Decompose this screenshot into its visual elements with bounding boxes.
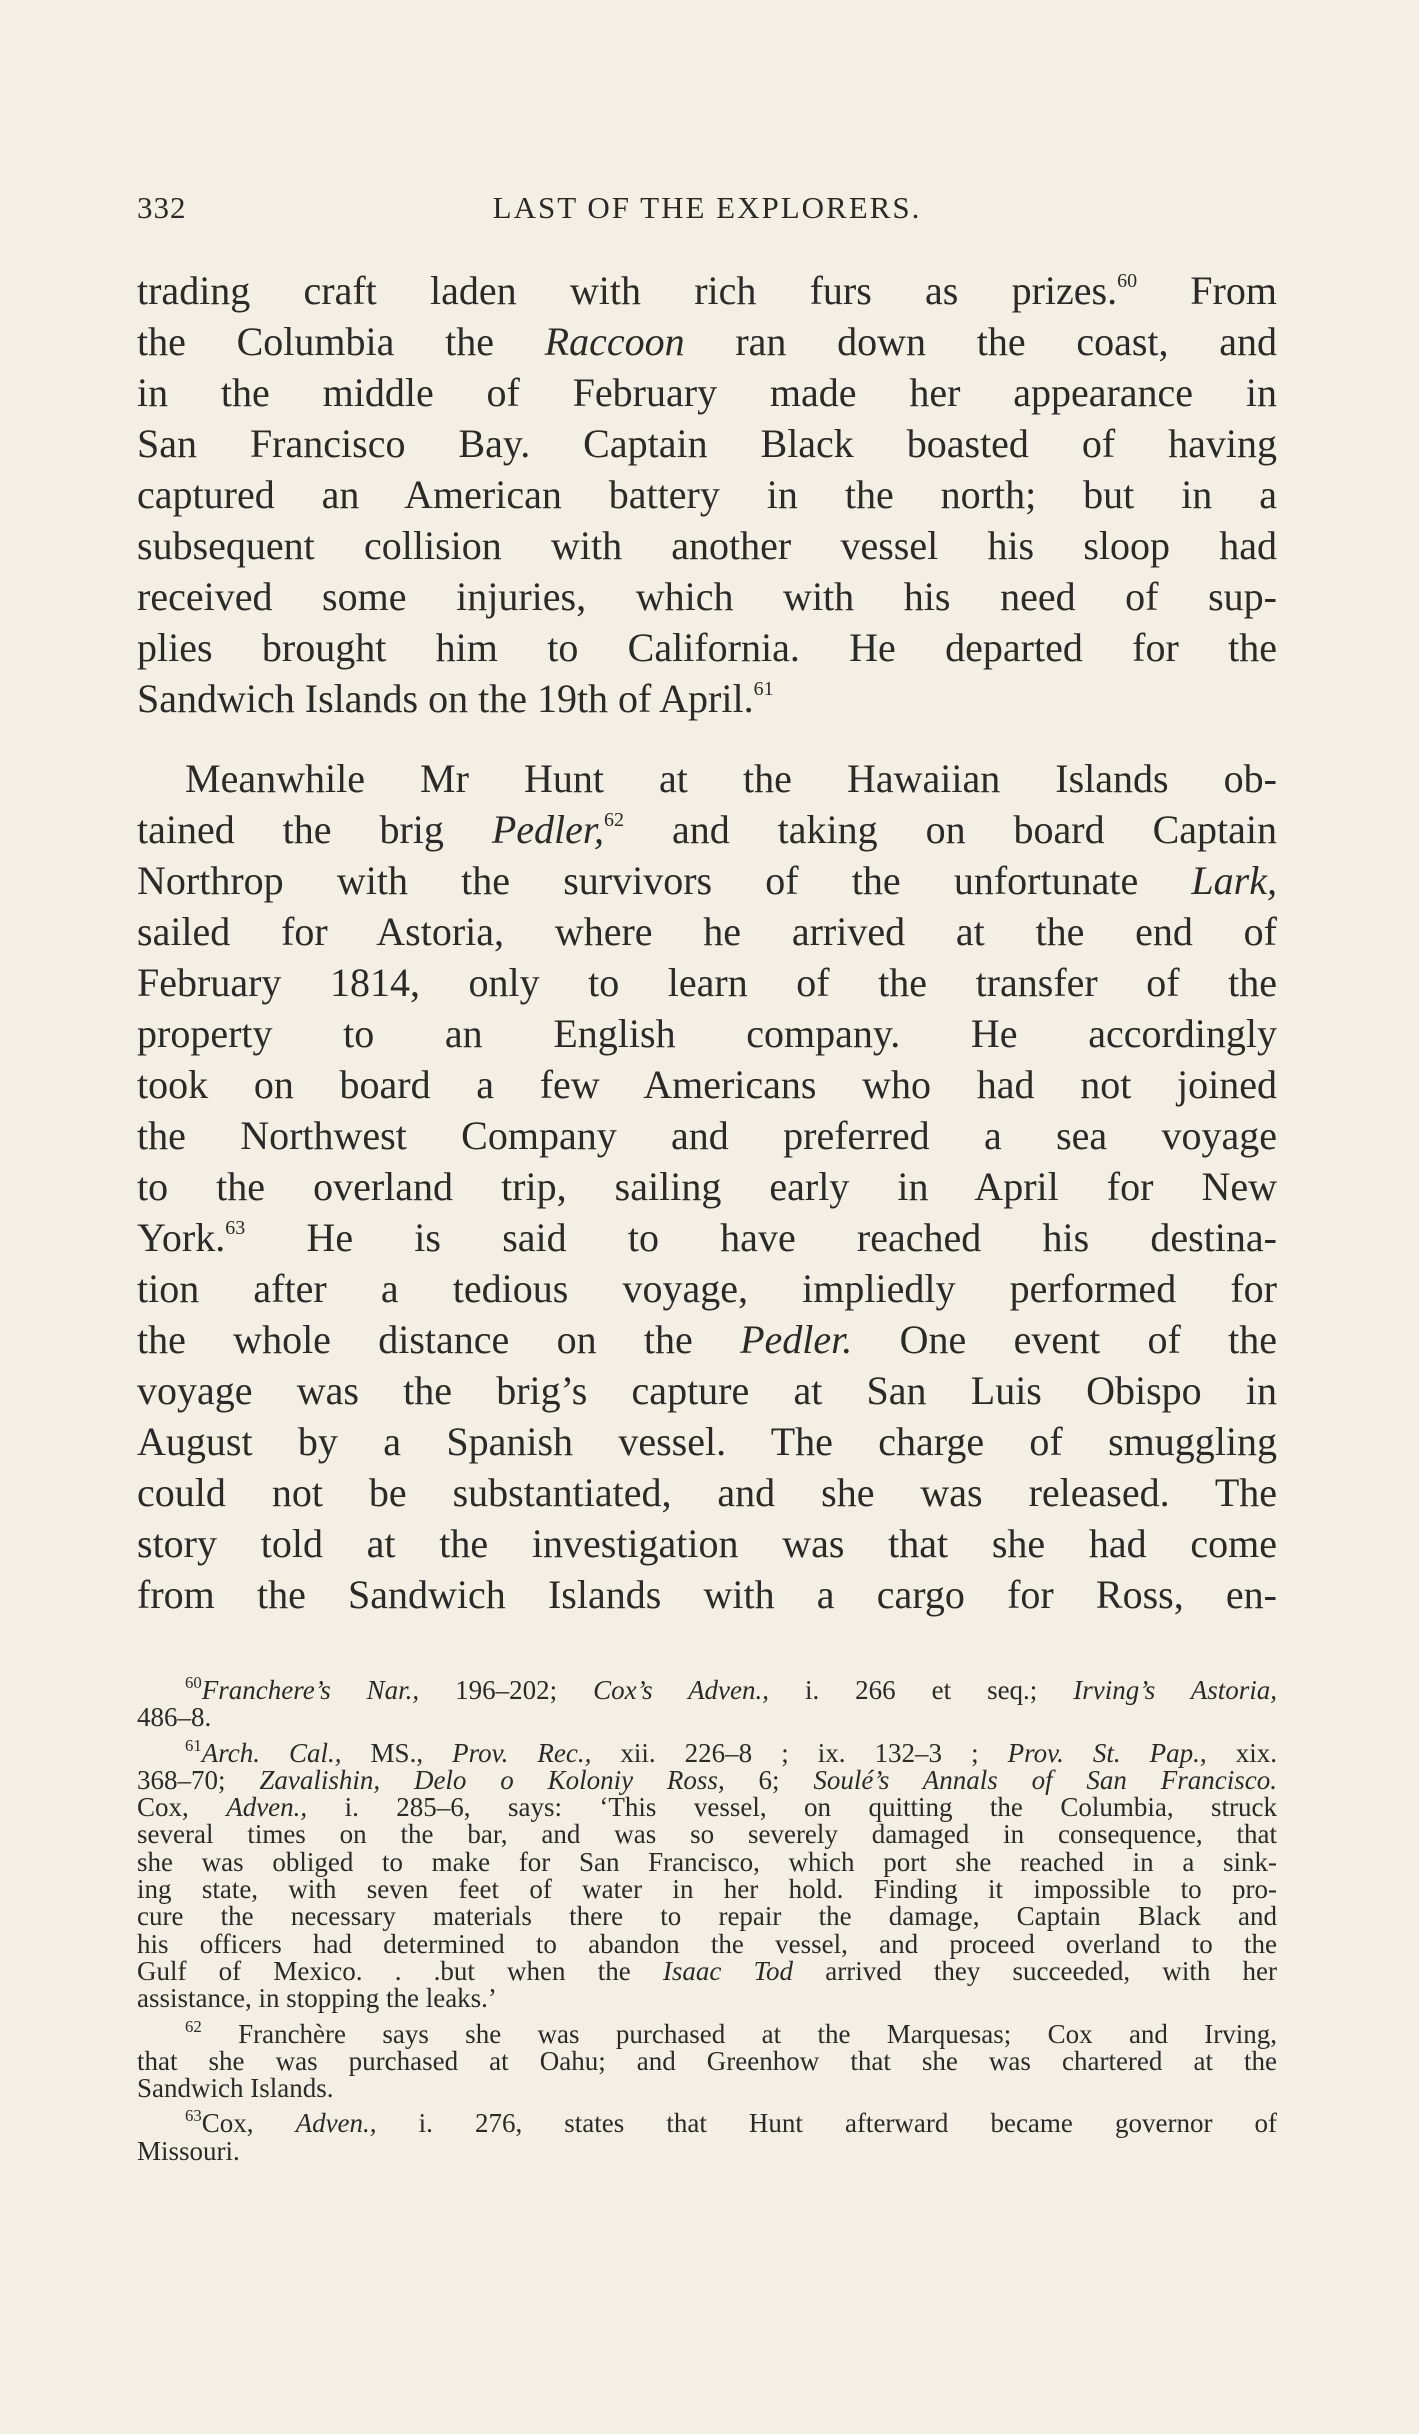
footnote-line: Cox, Adven., i. 285–6, says: ‘This vessel, on quitting the Columbia, struck [137, 1792, 1277, 1823]
footnote-ref-62: 62 [604, 809, 625, 831]
text-line: tained the brig Pedler,$^{62}$ and taking on board Captain [137, 807, 1277, 852]
text-line: from the Sandwich Islands with a cargo for Ross, en- [137, 1572, 1277, 1617]
footnote-line: 368–70; Zavalishin, Delo o Koloniy Ross, 6; Soulé’s Annals of San Francisco. [137, 1764, 1277, 1795]
body-text [137, 265, 1277, 1620]
text-line: story told at the investigation was that she had come [137, 1521, 1277, 1566]
footnote-ref-63: 63 [225, 1217, 246, 1239]
text-line: voyage was the brig’s capture at San Luis Obispo in [137, 1368, 1277, 1413]
text-line: August by a Spanish vessel. The charge of smuggling [137, 1419, 1277, 1464]
footnote-line: several times on the bar, and was so severely damaged in consequence, that [137, 1819, 1277, 1850]
footnote-line: cure the necessary materials there to repair the damage, Captain Black and [137, 1901, 1277, 1932]
footnote-ref-60: 60 [1117, 270, 1138, 292]
ship-name: Raccoon [544, 319, 685, 364]
footnote-63 [137, 2106, 1278, 2166]
text-line: trading craft laden with rich furs as prizes.$^{60}$ From [137, 268, 1277, 313]
footnote-line: assistance, in stopping the leaks.’ [137, 1983, 497, 2014]
footnote-line: $^{63}$Cox, Adven., i. 276, states that Hunt afterward became governor of [185, 2106, 1278, 2139]
text-line: the Columbia the Raccoon ran down the coast, and [137, 319, 1277, 364]
text-line: Meanwhile Mr Hunt at the Hawaiian Islands ob- [185, 756, 1277, 801]
text-line: the whole distance on the Pedler. One event of the [137, 1317, 1277, 1362]
text-line: to the overland trip, sailing early in April for New [137, 1164, 1277, 1209]
text-line: York.$^{63}$ He is said to have reached his destina- [137, 1215, 1277, 1260]
footnote-line: she was obliged to make for San Francisco, which port she reached in a sink- [137, 1846, 1277, 1877]
footnote-line: $^{60}$Franchere’s Nar., 196–202; Cox’s Adven., i. 266 et seq.; Irving’s Astoria, [185, 1673, 1277, 1705]
text-line: San Francisco Bay. Captain Black boasted of having [137, 421, 1277, 466]
ship-name: Pedler. [740, 1317, 853, 1362]
footnote-line: Missouri. [137, 2135, 240, 2166]
text-line: captured an American battery in the north; but in a [137, 472, 1277, 517]
text-line: sailed for Astoria, where he arrived at the end of [137, 909, 1277, 954]
footnote-line: ing state, with seven feet of water in her hold. Finding it impossible to pro- [137, 1874, 1277, 1905]
footnote-line: that she was purchased at Oahu; and Greenhow that she was chartered at the [137, 2045, 1277, 2076]
footnote-line: $^{61}$Arch. Cal., MS., Prov. Rec., xii. 226–8 ; ix. 132–3 ; Prov. St. Pap., xix. [185, 1735, 1277, 1768]
footnote-line: his officers had determined to abandon the vessel, and proceed overland to the [137, 1928, 1277, 1959]
text-line: in the middle of February made her appearance in [137, 370, 1277, 415]
footnote-62 [137, 2016, 1277, 2104]
text-line: plies brought him to California. He departed for the [137, 625, 1277, 670]
text-line: the Northwest Company and preferred a sea voyage [137, 1113, 1277, 1158]
footnote-number: 63 [185, 2106, 202, 2126]
footnote-number: 61 [185, 1735, 202, 1755]
paragraph-1 [137, 265, 1277, 724]
paragraph-2 [137, 753, 1277, 1620]
page-number: 332 [137, 190, 187, 225]
footnote-line: $^{62}$ Franchère says she was purchased at the Marquesas; Cox and Irving, [185, 2016, 1277, 2049]
footnote-ref-61: 61 [753, 678, 774, 700]
text-line: tion after a tedious voyage, impliedly performed for [137, 1266, 1277, 1311]
text-line: February 1814, only to learn of the transfer of the [137, 960, 1277, 1005]
footnote-61 [137, 1735, 1277, 2014]
text-line: took on board a few Americans who had not joined [137, 1062, 1277, 1107]
footnote-line: Gulf of Mexico. . .but when the Isaac Tod arrived they succeeded, with her [137, 1955, 1277, 1986]
text-line: received some injuries, which with his need of sup- [137, 574, 1277, 619]
text-line: Sandwich Islands on the 19th of April.$^{61}$ [137, 676, 774, 721]
footnotes [137, 1673, 1278, 2166]
footnote-60 [137, 1673, 1277, 1733]
footnote-number: 60 [185, 1673, 202, 1693]
ship-name: Pedler, [491, 807, 605, 852]
ship-name: Lark, [1191, 858, 1277, 903]
text-line: could not be substantiated, and she was released. The [137, 1470, 1277, 1515]
footnote-line: 486–8. [137, 1702, 212, 1733]
footnote-line: Sandwich Islands. [137, 2073, 334, 2104]
footnote-number: 62 [185, 2016, 202, 2036]
running-title: LAST OF THE EXPLORERS. [492, 190, 922, 225]
page-header [137, 190, 1277, 236]
text-line: subsequent collision with another vessel his sloop had [137, 523, 1277, 568]
text-line: property to an English company. He accordingly [137, 1011, 1277, 1056]
text-line: Northrop with the survivors of the unfortunate Lark, [137, 858, 1277, 903]
